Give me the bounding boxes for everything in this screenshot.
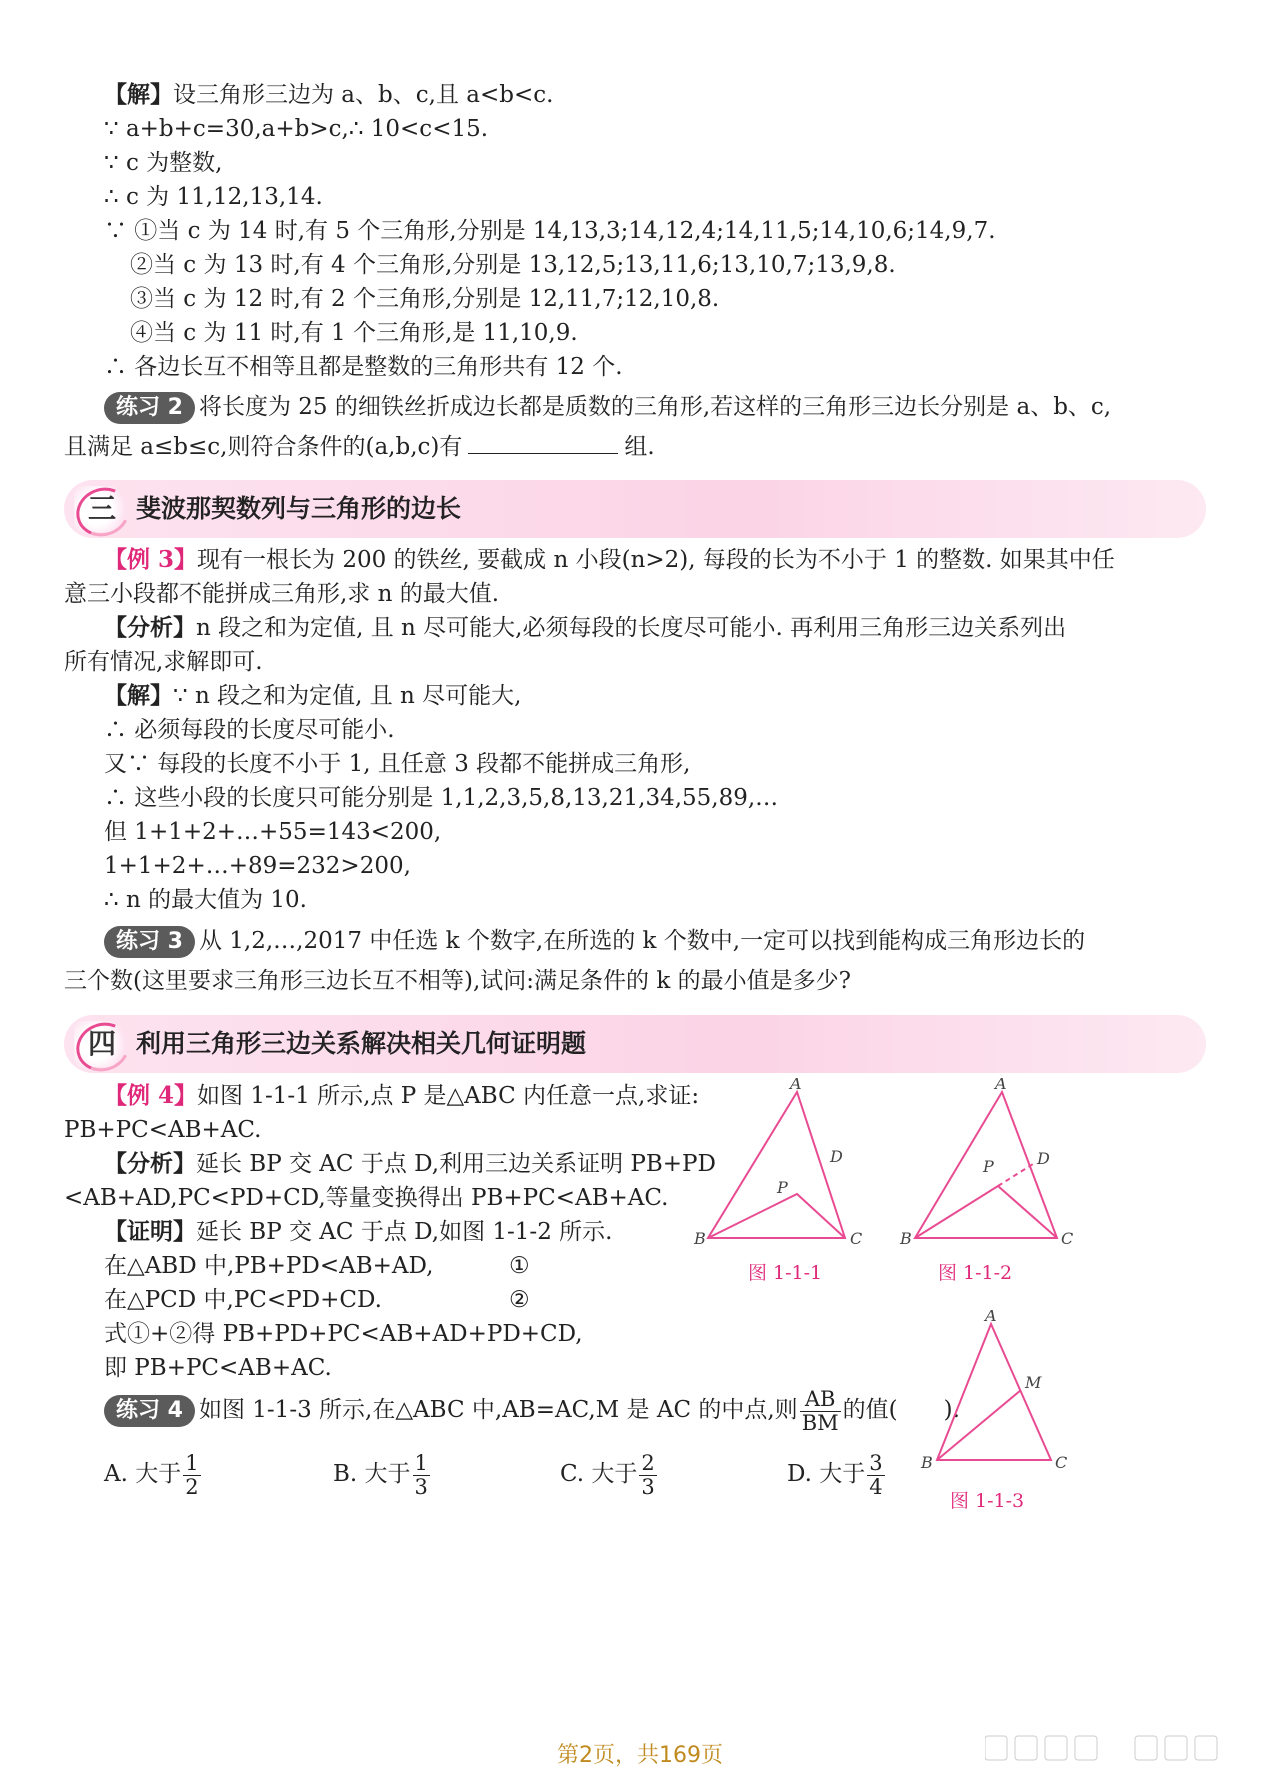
example3-line-1 — [104, 543, 1115, 577]
exercise4-text-b: 的值( ). — [842, 1397, 960, 1423]
fig2-label-b: B — [900, 1229, 912, 1248]
example4-analysis-1 — [104, 1147, 716, 1181]
section3-header — [64, 480, 1206, 538]
example4-line-2: PB+PC<AB+AC. — [64, 1117, 262, 1143]
solution1-line-1: ∵ a+b+c=30,a+b>c,∴ 10<c<15. — [104, 116, 489, 142]
option-b-den: 3 — [414, 1474, 428, 1499]
option-d[interactable] — [787, 1450, 887, 1499]
example4-text-1: 如图 1-1-1 所示,点 P 是△ABC 内任意一点,求证: — [197, 1083, 700, 1109]
fig2-label-a: A — [995, 1078, 1007, 1093]
exercise2-badge: 练习 2 — [104, 392, 195, 424]
proof-label: 【证明】 — [104, 1218, 196, 1245]
example3-solution-5: 但 1+1+2+…+55=143<200, — [104, 819, 442, 845]
fig3-label-a: A — [985, 1310, 997, 1325]
fig1-label-b: B — [694, 1229, 706, 1248]
option-c-fraction — [639, 1452, 656, 1499]
solution1-line-4: ∵ ①当 c 为 14 时,有 5 个三角形,分别是 14,13,3;14,12,4;14,11,5;14,10,6;14,9,7. — [104, 218, 996, 244]
proof-line-2: 在△PCD 中,PC<PD+CD. — [104, 1287, 382, 1313]
proof-text-1: 延长 BP 交 AC 于点 D,如图 1-1-2 所示. — [196, 1219, 613, 1245]
analysis-label: 【分析】 — [104, 614, 196, 641]
example4-proof-5: 即 PB+PC<AB+AC. — [104, 1355, 332, 1381]
exercise3-badge: 练习 3 — [104, 926, 195, 958]
toolbar-button-icon — [1075, 1736, 1097, 1760]
section3-number: 三 — [74, 486, 130, 532]
example3-solution-2: ∴ 必须每段的长度尽可能小. — [104, 717, 395, 743]
figure-1-1-3 — [915, 1310, 1075, 1480]
option-b[interactable] — [333, 1450, 432, 1499]
fraction-denominator: BM — [801, 1410, 839, 1435]
toolbar-button-icon — [1195, 1736, 1217, 1760]
section4-header — [64, 1015, 1206, 1073]
example3-line-2: 意三小段都不能拼成三角形,求 n 的最大值. — [64, 581, 500, 607]
figure-1-1-1-caption: 图 1-1-1 — [748, 1262, 823, 1284]
section3-title: 斐波那契数列与三角形的边长 — [136, 494, 462, 523]
exercise4-line-1 — [104, 1386, 960, 1435]
example3-analysis-2: 所有情况,求解即可. — [64, 649, 263, 675]
solution-first-line: 设三角形三边为 a、b、c,且 a<b<c. — [173, 82, 554, 108]
figure-1-1-3-caption: 图 1-1-3 — [950, 1490, 1025, 1512]
example3-solution-3: 又∵ 每段的长度不小于 1, 且任意 3 段都不能拼成三角形, — [104, 751, 691, 777]
example4-proof-3 — [104, 1283, 544, 1317]
viewer-toolbar — [985, 1728, 1245, 1768]
solution1-line-7: ④当 c 为 11 时,有 1 个三角形,是 11,10,9. — [130, 320, 578, 346]
figure-1-1-2 — [885, 1078, 1085, 1253]
option-a-label: A. 大于 — [104, 1461, 182, 1487]
option-c-label: C. 大于 — [560, 1461, 638, 1487]
exercise3-line-2: 三个数(这里要求三角形三边长互不相等),试问:满足条件的 k 的最小值是多少? — [64, 968, 851, 994]
option-c-num: 2 — [641, 1450, 655, 1475]
example4-line-1 — [104, 1079, 699, 1113]
option-d-num: 3 — [869, 1450, 883, 1475]
example3-solution-6: 1+1+2+…+89=232>200, — [104, 853, 411, 879]
option-b-fraction — [413, 1452, 430, 1499]
exercise2-text-2b: 组. — [624, 434, 655, 460]
option-c-den: 3 — [641, 1474, 655, 1499]
option-a[interactable] — [104, 1450, 203, 1499]
toolbar-button-icon — [1015, 1736, 1037, 1760]
option-d-label: D. 大于 — [787, 1461, 866, 1487]
option-d-den: 4 — [869, 1474, 883, 1499]
proof-mark-2: ② — [509, 1287, 530, 1313]
example4-proof-1 — [104, 1215, 612, 1249]
example3-solution-4: ∴ 这些小段的长度只可能分别是 1,1,2,3,5,8,13,21,34,55,89,… — [104, 785, 779, 811]
exercise2-line-2 — [64, 430, 655, 464]
example4-analysis-2: <AB+AD,PC<PD+CD,等量变换得出 PB+PC<AB+AC. — [64, 1185, 669, 1211]
solution1-line-2: ∵ c 为整数, — [104, 150, 223, 176]
option-b-num: 1 — [414, 1450, 428, 1475]
toolbar-button-icon — [1135, 1736, 1157, 1760]
solution3-label: 【解】 — [104, 682, 173, 709]
solution1-line-3: ∴ c 为 11,12,13,14. — [104, 184, 323, 210]
example4-proof-2 — [104, 1249, 544, 1283]
option-a-num: 1 — [185, 1450, 199, 1475]
figure-1-1-1 — [680, 1078, 880, 1253]
fig3-label-m: M — [1025, 1373, 1042, 1392]
example3-solution-7: ∴ n 的最大值为 10. — [104, 887, 307, 913]
fraction-numerator: AB — [800, 1388, 841, 1412]
exercise3-line-1 — [104, 924, 1085, 958]
fig1-label-d: D — [830, 1147, 843, 1166]
analysis4-text-1: 延长 BP 交 AC 于点 D,利用三边关系证明 PB+PD — [196, 1151, 716, 1177]
example3-solution-1 — [104, 679, 521, 713]
figure-1-1-2-caption: 图 1-1-2 — [938, 1262, 1013, 1284]
solution-label: 【解】 — [104, 81, 173, 108]
option-a-fraction — [183, 1452, 200, 1499]
fig1-label-p: P — [777, 1178, 788, 1197]
proof-mark-1: ① — [509, 1253, 530, 1279]
option-c[interactable] — [560, 1450, 659, 1499]
answer-blank[interactable] — [468, 431, 618, 454]
fig3-label-b: B — [921, 1453, 933, 1472]
example3-text-1: 现有一根长为 200 的铁丝, 要截成 n 小段(n>2), 每段的长为不小于 1 的整数. 如果其中任 — [197, 547, 1115, 573]
section4-title: 利用三角形三边关系解决相关几何证明题 — [136, 1029, 587, 1058]
example3-label: 【例 3】 — [104, 546, 198, 573]
exercise2-text-2a: 且满足 a≤b≤c,则符合条件的(a,b,c)有 — [64, 434, 463, 460]
solution1-line-0 — [104, 78, 553, 112]
fig2-label-d: D — [1037, 1149, 1050, 1168]
fig2-label-p: P — [983, 1157, 994, 1176]
exercise3-text-1: 从 1,2,…,2017 中任选 k 个数字,在所选的 k 个数中,一定可以找到能构成三角形边长的 — [198, 928, 1086, 954]
example4-proof-4: 式①+②得 PB+PD+PC<AB+AD+PD+CD, — [104, 1321, 583, 1347]
fig3-label-c: C — [1055, 1453, 1068, 1472]
exercise2-line-1 — [104, 390, 1111, 424]
toolbar-button-icon — [1165, 1736, 1187, 1760]
ratio-fraction — [800, 1388, 841, 1435]
option-a-den: 2 — [185, 1474, 199, 1499]
proof-line-1: 在△ABD 中,PB+PD<AB+AD, — [104, 1253, 434, 1279]
fig1-label-a: A — [790, 1078, 802, 1093]
solution1-line-6: ③当 c 为 12 时,有 2 个三角形,分别是 12,11,7;12,10,8. — [130, 286, 720, 312]
solution1-line-5: ②当 c 为 13 时,有 4 个三角形,分别是 13,12,5;13,11,6;13,10,7;13,9,8. — [130, 252, 896, 278]
option-d-fraction — [867, 1452, 884, 1499]
toolbar-button-icon — [985, 1736, 1007, 1760]
toolbar-button-icon — [1045, 1736, 1067, 1760]
example4-label: 【例 4】 — [104, 1082, 198, 1109]
option-b-label: B. 大于 — [333, 1461, 411, 1487]
analysis-text-1: n 段之和为定值, 且 n 尽可能大,必须每段的长度尽可能小. 再利用三角形三边关系列出 — [196, 615, 1067, 641]
solution1-line-8: ∴ 各边长互不相等且都是整数的三角形共有 12 个. — [104, 354, 623, 380]
exercise4-badge: 练习 4 — [104, 1395, 195, 1427]
example3-analysis-1 — [104, 611, 1066, 645]
section4-number: 四 — [74, 1021, 130, 1067]
analysis4-label: 【分析】 — [104, 1150, 196, 1177]
exercise4-text-a: 如图 1-1-3 所示,在△ABC 中,AB=AC,M 是 AC 的中点,则 — [198, 1397, 798, 1423]
fig1-label-c: C — [850, 1229, 863, 1248]
solution3-text-0: ∵ n 段之和为定值, 且 n 尽可能大, — [173, 683, 522, 709]
fig2-label-c: C — [1061, 1229, 1074, 1248]
page-counter: 第2页，共169页 — [557, 1743, 723, 1768]
exercise2-text-1: 将长度为 25 的细铁丝折成边长都是质数的三角形,若这样的三角形三边长分别是 a、b、c, — [198, 394, 1112, 420]
